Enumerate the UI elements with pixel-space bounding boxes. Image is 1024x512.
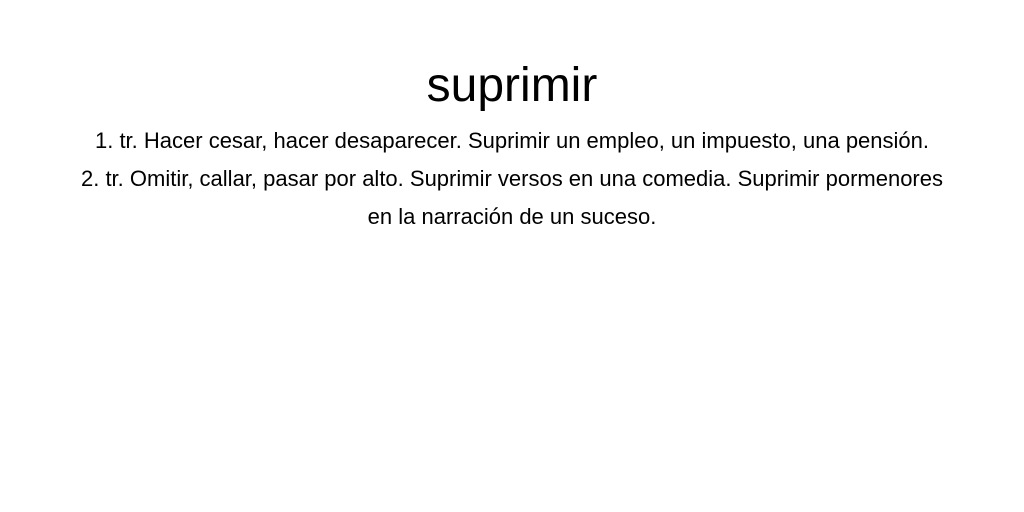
definition-list (72, 122, 952, 236)
definition-2: 2. tr. Omitir, callar, pasar por alto. Suprimir versos en una comedia. Suprimir pormenores en la narración de un suceso. (80, 166, 943, 229)
definition-1: 1. tr. Hacer cesar, hacer desaparecer. Suprimir un empleo, un impuesto, una pensión. (94, 128, 929, 153)
headword: suprimir (426, 59, 598, 112)
